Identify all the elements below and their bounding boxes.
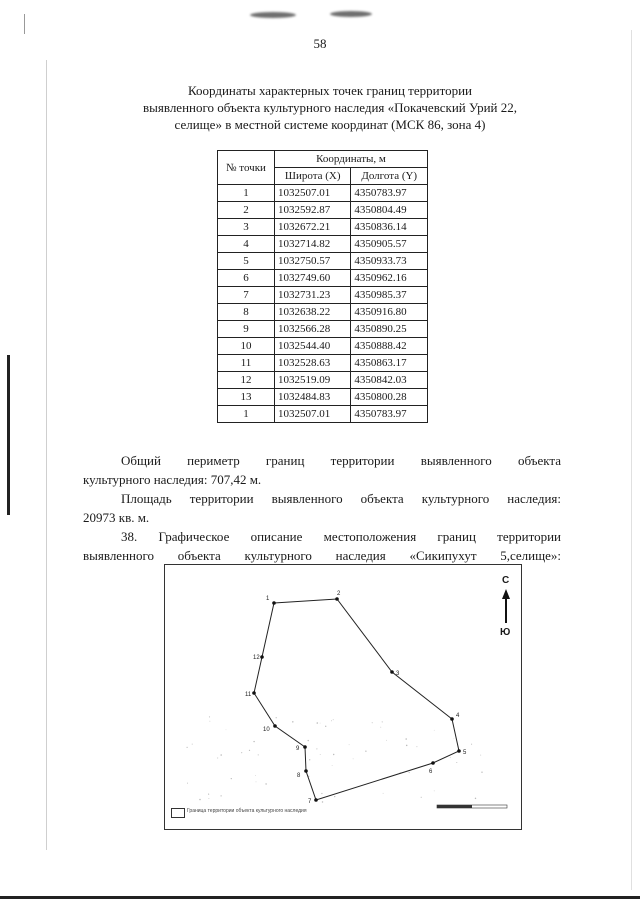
header-longitude: Долгота (Y) — [351, 168, 428, 185]
legend-symbol — [171, 808, 185, 818]
latitude-cell: 1032566.28 — [275, 321, 351, 338]
point-number-cell: 2 — [218, 202, 275, 219]
boundary-point-marker — [260, 655, 264, 659]
section-line: 38. Графическое описание местоположения границ территории — [121, 529, 561, 544]
header-latitude: Широта (X) — [275, 168, 351, 185]
boundary-point-marker — [272, 601, 276, 605]
latitude-cell: 1032638.22 — [275, 304, 351, 321]
point-number-cell: 8 — [218, 304, 275, 321]
latitude-cell: 1032507.01 — [275, 185, 351, 202]
scan-mark — [24, 14, 25, 34]
longitude-cell: 4350933.73 — [351, 253, 428, 270]
longitude-cell: 4350863.17 — [351, 355, 428, 372]
point-number-cell: 11 — [218, 355, 275, 372]
map-drawing — [165, 565, 521, 829]
table-row — [218, 236, 428, 253]
boundary-point-label: 10 — [263, 727, 270, 733]
scan-margin-bar — [7, 355, 10, 515]
north-label: С — [502, 575, 510, 586]
table-row — [218, 219, 428, 236]
boundary-point-label: 9 — [296, 746, 300, 752]
table-row — [218, 355, 428, 372]
point-number-cell: 13 — [218, 389, 275, 406]
point-number-cell: 10 — [218, 338, 275, 355]
longitude-cell: 4350804.49 — [351, 202, 428, 219]
latitude-cell: 1032544.40 — [275, 338, 351, 355]
scan-bottom-edge — [0, 896, 640, 899]
latitude-cell: 1032528.63 — [275, 355, 351, 372]
table-row — [218, 287, 428, 304]
table-row — [218, 253, 428, 270]
title-line: Координаты характерных точек границ территории — [188, 83, 472, 98]
scale-bar — [437, 805, 507, 808]
latitude-cell: 1032731.23 — [275, 287, 351, 304]
longitude-cell: 4350890.25 — [351, 321, 428, 338]
table-header-row — [218, 151, 428, 168]
point-number-cell: 3 — [218, 219, 275, 236]
latitude-cell: 1032714.82 — [275, 236, 351, 253]
page-number: 58 — [313, 36, 327, 51]
longitude-cell: 4350783.97 — [351, 406, 428, 423]
boundary-point-marker — [273, 724, 277, 728]
legend-label: Граница территории объекта культурного наследия — [187, 808, 307, 814]
boundary-point-label: 11 — [245, 692, 252, 698]
point-number-cell: 5 — [218, 253, 275, 270]
table-row — [218, 406, 428, 423]
scan-smudge — [330, 11, 372, 17]
boundary-point-label: 2 — [337, 591, 341, 597]
table-row — [218, 270, 428, 287]
header-point-number: № точки — [218, 151, 275, 185]
latitude-cell: 1032592.87 — [275, 202, 351, 219]
boundary-point-label: 3 — [396, 671, 400, 677]
latitude-cell: 1032750.57 — [275, 253, 351, 270]
table-row — [218, 304, 428, 321]
boundary-point-marker — [303, 745, 307, 749]
scan-smudge — [250, 12, 296, 18]
longitude-cell: 4350888.42 — [351, 338, 428, 355]
point-number-cell: 1 — [218, 406, 275, 423]
latitude-cell: 1032749.60 — [275, 270, 351, 287]
boundary-point-label: 7 — [308, 799, 312, 805]
longitude-cell: 4350836.14 — [351, 219, 428, 236]
area-line: Площадь территории выявленного объекта культурного наследия: — [121, 491, 561, 506]
longitude-cell: 4350800.28 — [351, 389, 428, 406]
longitude-cell: 4350985.37 — [351, 287, 428, 304]
latitude-cell: 1032519.09 — [275, 372, 351, 389]
scan-margin-line — [46, 60, 47, 850]
perimeter-line: культурного наследия: 707,42 м. — [83, 472, 262, 487]
boundary-point-label: 5 — [463, 750, 467, 756]
point-number-cell: 12 — [218, 372, 275, 389]
point-number-cell: 4 — [218, 236, 275, 253]
table-row — [218, 321, 428, 338]
table-row — [218, 185, 428, 202]
boundary-point-marker — [252, 691, 256, 695]
table-row — [218, 338, 428, 355]
south-label: Ю — [500, 627, 511, 638]
boundary-point-marker — [335, 597, 339, 601]
table-row — [218, 202, 428, 219]
section-paragraph — [83, 527, 561, 565]
longitude-cell: 4350783.97 — [351, 185, 428, 202]
table-title — [90, 82, 570, 133]
boundary-point-marker — [431, 761, 435, 765]
area-paragraph — [83, 489, 561, 527]
boundary-point-marker — [457, 749, 461, 753]
point-number-cell: 1 — [218, 185, 275, 202]
longitude-cell: 4350962.16 — [351, 270, 428, 287]
title-line: выявленного объекта культурного наследия «Покачевский Урий 22, — [143, 100, 517, 115]
boundary-point-marker — [314, 798, 318, 802]
latitude-cell: 1032507.01 — [275, 406, 351, 423]
latitude-cell: 1032484.83 — [275, 389, 351, 406]
north-arrow-icon — [502, 589, 510, 623]
table-row — [218, 389, 428, 406]
point-number-cell: 7 — [218, 287, 275, 304]
boundary-point-label: 6 — [429, 769, 433, 775]
longitude-cell: 4350905.57 — [351, 236, 428, 253]
boundary-point-label: 1 — [266, 596, 270, 602]
title-line: селище» в местной системе координат (МСК 86, зона 4) — [174, 117, 486, 132]
boundary-point-marker — [450, 717, 454, 721]
section-line: выявленного объекта культурного наследия «Сикипухут 5,селище»: — [83, 548, 561, 563]
latitude-cell: 1032672.21 — [275, 219, 351, 236]
perimeter-line: Общий периметр границ территории выявленного объекта — [121, 453, 561, 468]
area-line: 20973 кв. м. — [83, 510, 150, 525]
boundary-point-label: 8 — [297, 773, 301, 779]
header-coordinates: Координаты, м — [275, 151, 428, 168]
scan-edge-line — [631, 30, 632, 890]
point-number-cell: 9 — [218, 321, 275, 338]
boundary-point-marker — [304, 769, 308, 773]
table-row — [218, 372, 428, 389]
longitude-cell: 4350842.03 — [351, 372, 428, 389]
point-number-cell: 6 — [218, 270, 275, 287]
longitude-cell: 4350916.80 — [351, 304, 428, 321]
boundary-point-marker — [390, 670, 394, 674]
perimeter-paragraph — [83, 451, 561, 489]
boundary-point-label: 12 — [253, 655, 260, 661]
map-background-speckle — [187, 716, 483, 802]
coordinates-table — [217, 150, 428, 423]
boundary-map — [164, 564, 522, 830]
boundary-point-label: 4 — [456, 713, 460, 719]
